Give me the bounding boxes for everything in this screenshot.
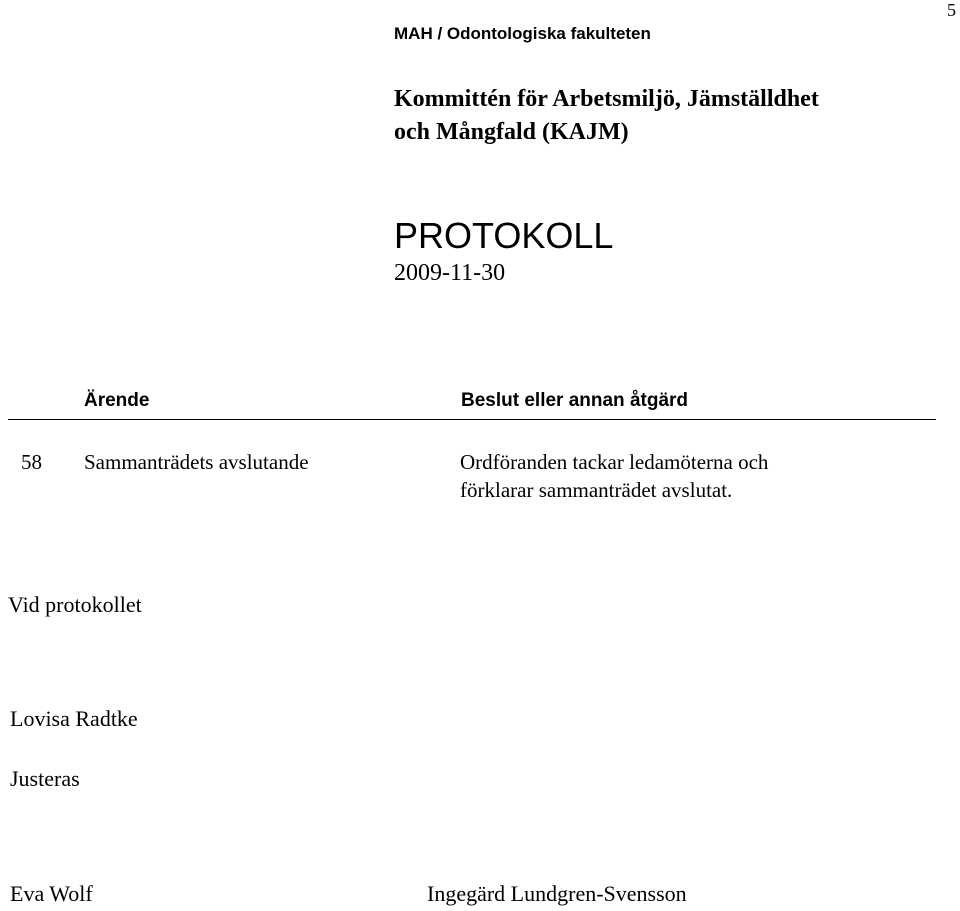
page-number: 5 [947,0,956,20]
committee-title-line-1: Kommittén för Arbetsmiljö, Jämställdhet [394,86,819,112]
document-type-title: PROTOKOLL [394,215,614,256]
column-header-decision: Beslut eller annan åtgärd [461,390,689,411]
adjuster-name-1: Eva Wolf [10,881,93,906]
item-decision [460,448,768,504]
item-number: 58 [21,450,42,474]
column-header-item: Ärende [84,390,150,411]
committee-title-line-2: och Mångfald (KAJM) [394,119,629,145]
adjust-label: Justeras [10,766,80,791]
minutes-label: Vid protokollet [8,592,142,617]
meeting-date: 2009-11-30 [394,260,506,286]
secretary-name: Lovisa Radtke [10,706,138,731]
item-decision-line-2: förklarar sammanträdet avslutat. [460,478,733,502]
item-decision-line-1: Ordföranden tackar ledamöterna och [460,450,769,474]
item-subject: Sammanträdets avslutande [84,450,309,474]
header-divider [8,419,936,420]
department-heading: MAH / Odontologiska fakulteten [394,24,651,43]
adjuster-name-2: Ingegärd Lundgren-Svensson [427,881,687,906]
